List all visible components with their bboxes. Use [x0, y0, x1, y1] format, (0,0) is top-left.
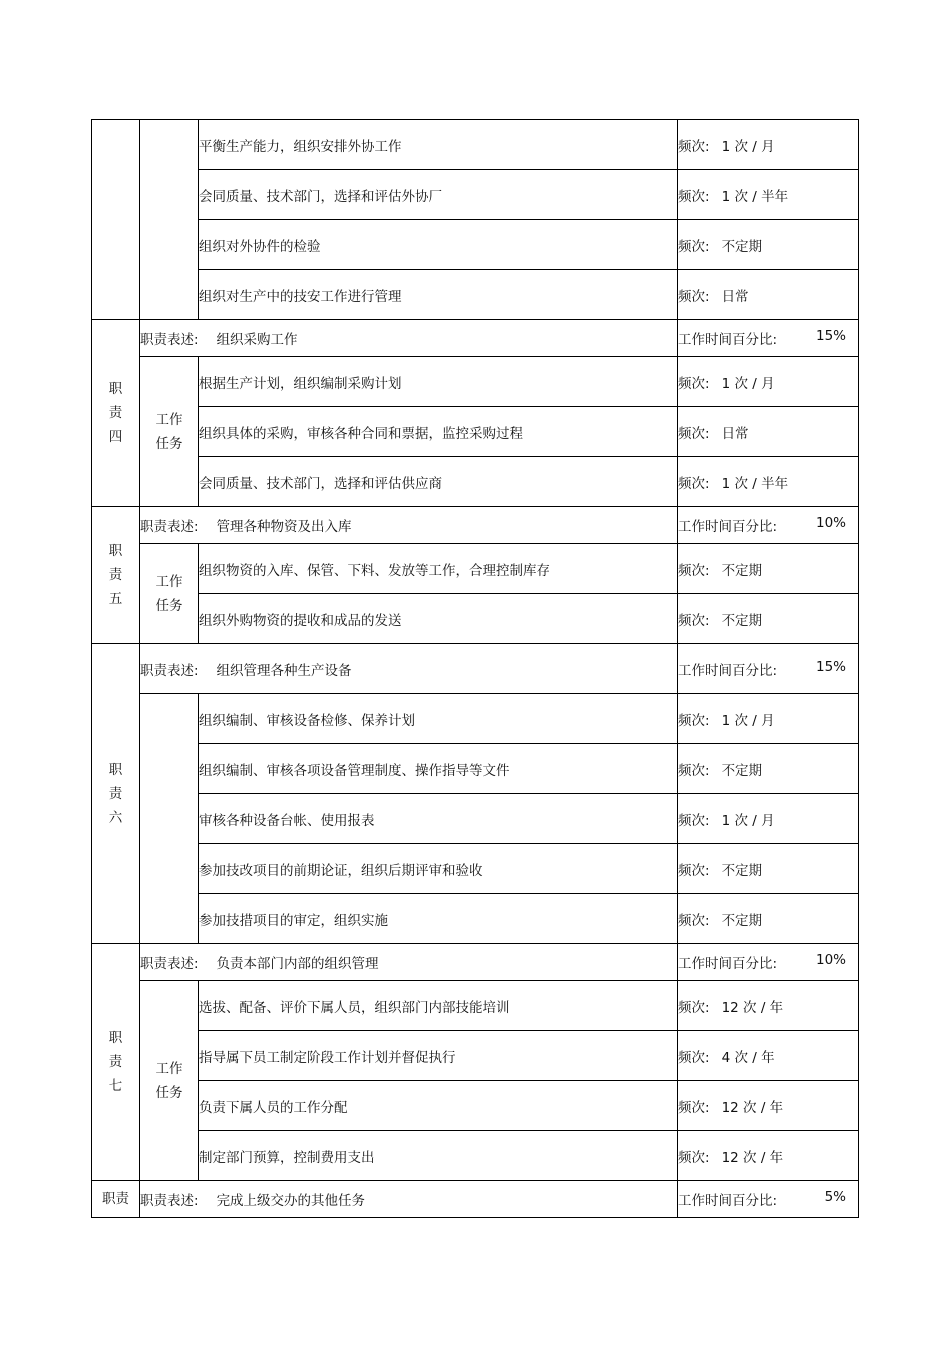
task-text: 组织具体的采购，审核各种合同和票据，监控采购过程 [199, 407, 678, 457]
task-frequency: 频次: 不定期 [678, 844, 859, 894]
task-frequency: 频次: 1 次 / 半年 [678, 457, 859, 507]
task-text: 选拔、配备、评价下属人员，组织部门内部技能培训 [199, 981, 678, 1031]
task-text: 制定部门预算，控制费用支出 [199, 1131, 678, 1181]
duty-description-row [92, 644, 859, 694]
task-frequency: 频次: 4 次 / 年 [678, 1031, 859, 1081]
time-percentage: 工作时间百分比: 10% [678, 507, 859, 544]
table-row [92, 1031, 859, 1081]
table-row [92, 744, 859, 794]
table-row [92, 544, 859, 594]
task-text: 负责下属人员的工作分配 [199, 1081, 678, 1131]
task-frequency: 频次: 12 次 / 年 [678, 1131, 859, 1181]
task-text: 组织编制、审核设备检修、保养计划 [199, 694, 678, 744]
duty-label: 职 责 五 [92, 507, 140, 644]
task-text: 参加技措项目的审定，组织实施 [199, 894, 678, 944]
time-percentage: 工作时间百分比: 15% [678, 644, 859, 694]
duty-label: 职 责 六 [92, 644, 140, 944]
task-text: 根据生产计划，组织编制采购计划 [199, 357, 678, 407]
duty-description: 职责表述: 组织采购工作 [140, 320, 678, 357]
table-row [92, 407, 859, 457]
table-row [92, 694, 859, 744]
table-row [92, 120, 859, 170]
duties-table [91, 119, 859, 1218]
task-frequency: 频次: 不定期 [678, 594, 859, 644]
duty-label: 职责 [92, 1181, 140, 1218]
duty-description-row [92, 507, 859, 544]
task-frequency: 频次: 不定期 [678, 544, 859, 594]
duty-description: 职责表述: 完成上级交办的其他任务 [140, 1181, 678, 1218]
task-frequency: 频次: 1 次 / 半年 [678, 170, 859, 220]
task-frequency: 频次: 1 次 / 月 [678, 694, 859, 744]
table-row [92, 457, 859, 507]
task-text: 组织外购物资的提收和成品的发送 [199, 594, 678, 644]
task-text: 审核各种设备台帐、使用报表 [199, 794, 678, 844]
task-frequency: 频次: 不定期 [678, 220, 859, 270]
task-frequency: 频次: 12 次 / 年 [678, 1081, 859, 1131]
table-row [92, 981, 859, 1031]
duty-description-row [92, 944, 859, 981]
task-text: 组织对外协件的检验 [199, 220, 678, 270]
duty-description: 职责表述: 负责本部门内部的组织管理 [140, 944, 678, 981]
table-row [92, 270, 859, 320]
task-text: 组织对生产中的技安工作进行管理 [199, 270, 678, 320]
time-percentage: 工作时间百分比: 5% [678, 1181, 859, 1218]
duty-description-row [92, 1181, 859, 1218]
task-frequency: 频次: 不定期 [678, 744, 859, 794]
task-frequency: 频次: 1 次 / 月 [678, 120, 859, 170]
task-text: 平衡生产能力，组织安排外协工作 [199, 120, 678, 170]
time-percentage: 工作时间百分比: 15% [678, 320, 859, 357]
table-row [92, 844, 859, 894]
table-row [92, 220, 859, 270]
task-label: 工作 任务 [140, 981, 199, 1181]
task-frequency: 频次: 不定期 [678, 894, 859, 944]
time-percentage: 工作时间百分比: 10% [678, 944, 859, 981]
table-row [92, 794, 859, 844]
task-frequency: 频次: 1 次 / 月 [678, 357, 859, 407]
task-label: 工作 任务 [140, 544, 199, 644]
task-text: 参加技改项目的前期论证，组织后期评审和验收 [199, 844, 678, 894]
duty-label: 职 责 七 [92, 944, 140, 1181]
table-row [92, 170, 859, 220]
task-text: 指导属下员工制定阶段工作计划并督促执行 [199, 1031, 678, 1081]
duty-description: 职责表述: 管理各种物资及出入库 [140, 507, 678, 544]
task-frequency: 频次: 日常 [678, 407, 859, 457]
task-label: 工作 任务 [140, 357, 199, 507]
task-text: 组织编制、审核各项设备管理制度、操作指导等文件 [199, 744, 678, 794]
table-row [92, 1081, 859, 1131]
task-text: 会同质量、技术部门，选择和评估外协厂 [199, 170, 678, 220]
duty-description-row [92, 320, 859, 357]
task-frequency: 频次: 12 次 / 年 [678, 981, 859, 1031]
table-row [92, 1131, 859, 1181]
duty-label: 职 责 四 [92, 320, 140, 507]
task-text: 会同质量、技术部门，选择和评估供应商 [199, 457, 678, 507]
table-row [92, 894, 859, 944]
task-frequency: 频次: 日常 [678, 270, 859, 320]
duty-description: 职责表述: 组织管理各种生产设备 [140, 644, 678, 694]
task-text: 组织物资的入库、保管、下料、发放等工作，合理控制库存 [199, 544, 678, 594]
table-row [92, 594, 859, 644]
task-label-cell [140, 120, 199, 320]
duty-label-cell [92, 120, 140, 320]
table-row [92, 357, 859, 407]
task-label-cell [140, 694, 199, 944]
task-frequency: 频次: 1 次 / 月 [678, 794, 859, 844]
